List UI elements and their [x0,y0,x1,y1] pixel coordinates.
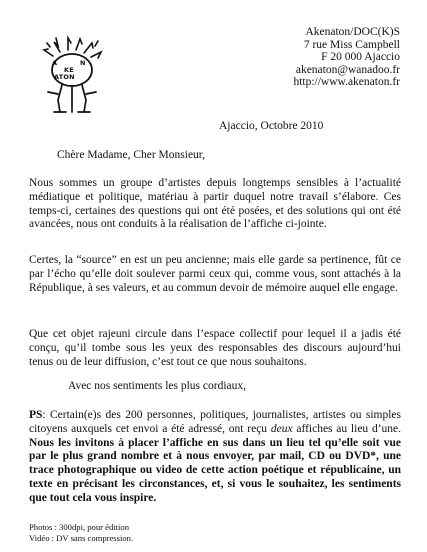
sender-street: 7 rue Miss Campbell [303,38,400,51]
paragraph-2: Certes, la “source” en est un peu ancienne; mais elle garde sa pertinence, fût ce par l’écho qu’elle doit soulever parmi ceux qui, comme vous, sont attachés à la République, à ses valeurs, et au commun devoir de mémoire auquel elle engage. [29,254,401,294]
paragraph-1: Nous sommes un groupe d’artistes depuis longtemps sensibles à l’actualité médiatique et politique, matériau à partir duquel notre travail s’élabore. Ces temps-ci, certaines des questions qui ont été posées, et des solutions qui ont été avancées, nous ont conduits à la réalisation de l’affiche ci-jointe. [29,177,401,231]
sender-city: F 20 000 Ajaccio [321,51,400,64]
sender-address [220,26,400,89]
logo-text-n: N [80,59,86,67]
logo-text-a: A [52,59,58,67]
sender-email[interactable]: akenaton@wanadoo.fr [295,63,400,76]
closing-line: Avec nos sentiments les plus cordiaux, [68,380,247,392]
letter-date: Ajaccio, Octobre 2010 [219,120,324,132]
ps-text-1: : Certain(e)s des 200 personnes, politiques, journalistes, artistes ou simples citoyens auxquels cet envoi a été adressé, ont reçu [29,409,401,435]
logo-text-aton: ATON [54,73,75,81]
logo-text-ke: KE [64,66,74,74]
postscript [29,409,401,506]
sender-name: Akenaton/DOC(K)S [305,26,400,38]
akenaton-logo [38,34,108,116]
photo-spec: Photos : 300dpi, pour édition [29,522,130,532]
ps-italic: deux [270,422,293,435]
ps-text-2: affiches au lieu d’une. [292,422,402,435]
media-specs [29,522,133,544]
salutation: Chère Madame, Cher Monsieur, [57,149,206,161]
logo-drawing [38,34,108,116]
ps-bold-invitation: Nous les invitons à placer l’affiche en sus dans un lieu tel qu’elle soit vue par le plus grand nombre et à nous envoyer, par mail, CD ou DVD*, une trace photographique ou video de cette action poétique et républicaine, un texte en précisant les circonstances, et, si vous le souhaitez, les sentiments que tout cela vous inspire. [29,436,401,504]
video-spec: Vidéo : DV sans compression. [29,533,134,543]
ps-label: PS [29,409,43,421]
paragraph-3: Que cet objet rajeuni circule dans l’espace collectif pour lequel il a jadis été conçu, qu’il tombe sous les yeux des responsables des discours aujourd’hui tenus ou de leur diffusion, c’est tout ce que nous souhaitons. [29,328,401,368]
sender-website[interactable]: http://www.akenaton.fr [293,76,400,89]
